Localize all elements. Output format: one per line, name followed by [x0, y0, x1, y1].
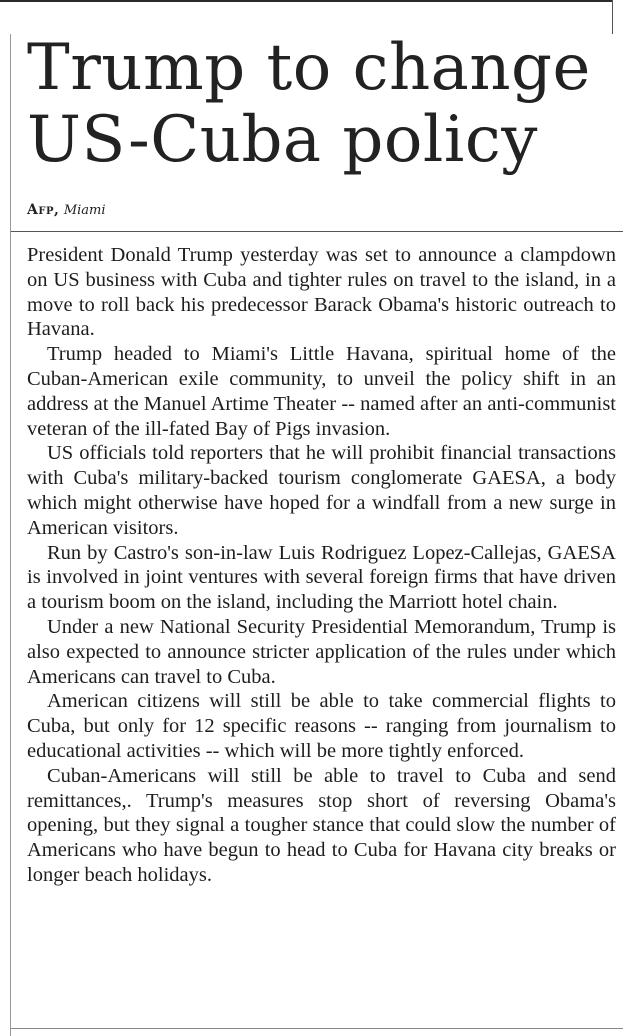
article-paragraph: Run by Castro's son-in-law Luis Rodriguez Lopez-Callejas, GAESA is involved in joint ventures with several foreign firms that have driven a tourism boom on the island, including the Marriott hotel chain.	[27, 541, 616, 614]
headline-line-2: US-Cuba policy	[27, 103, 538, 177]
article-paragraph: US officials told reporters that he will prohibit financial transactions with Cuba's military-backed tourism conglomerate GAESA, a body which might otherwise have hoped for a windfall from a new surge in American visitors.	[27, 442, 616, 539]
column-rule-left	[10, 34, 11, 1036]
article-paragraph: American citizens will still be able to take commercial flights to Cuba, but only for 12 specific reasons -- ranging from journalism to educational activities -- which will be more tightly enforced.	[27, 690, 616, 762]
article-paragraph: Trump headed to Miami's Little Havana, spiritual home of the Cuban-American exile community, to unveil the policy shift in an address at the Manuel Artime Theater -- named after an anti-communist veteran of the ill-fated Bay of Pigs invasion.	[27, 343, 616, 440]
headline-line-1: Trump to change	[27, 31, 591, 105]
byline	[27, 201, 106, 220]
byline-dateline: Miami	[63, 203, 106, 218]
article-paragraph: Under a new National Security Presidential Memorandum, Trump is also expected to announce stricter application of the rules under which Americans can travel to Cuba.	[27, 615, 616, 688]
byline-divider	[11, 231, 623, 232]
article-paragraph: President Donald Trump yesterday was set to announce a clampdown on US business with Cuba and tighter rules on travel to the island, in a move to roll back his predecessor Barack Obama's historic outreach to Havana.	[27, 244, 616, 341]
headline	[27, 32, 617, 176]
byline-agency: Afp,	[27, 202, 60, 218]
column-rule-right	[612, 0, 613, 34]
article-paragraph: Cuban-Americans will still be able to travel to Cuba and send remittances,. Trump's measures stop short of reversing Obama's opening, but they signal a tougher stance that could slow the number of Americans who have begun to head to Cuba for Havana city breaks or longer beach holidays.	[27, 764, 616, 886]
bottom-rule	[11, 1028, 623, 1029]
article-body	[27, 243, 616, 888]
top-rule	[0, 0, 612, 2]
